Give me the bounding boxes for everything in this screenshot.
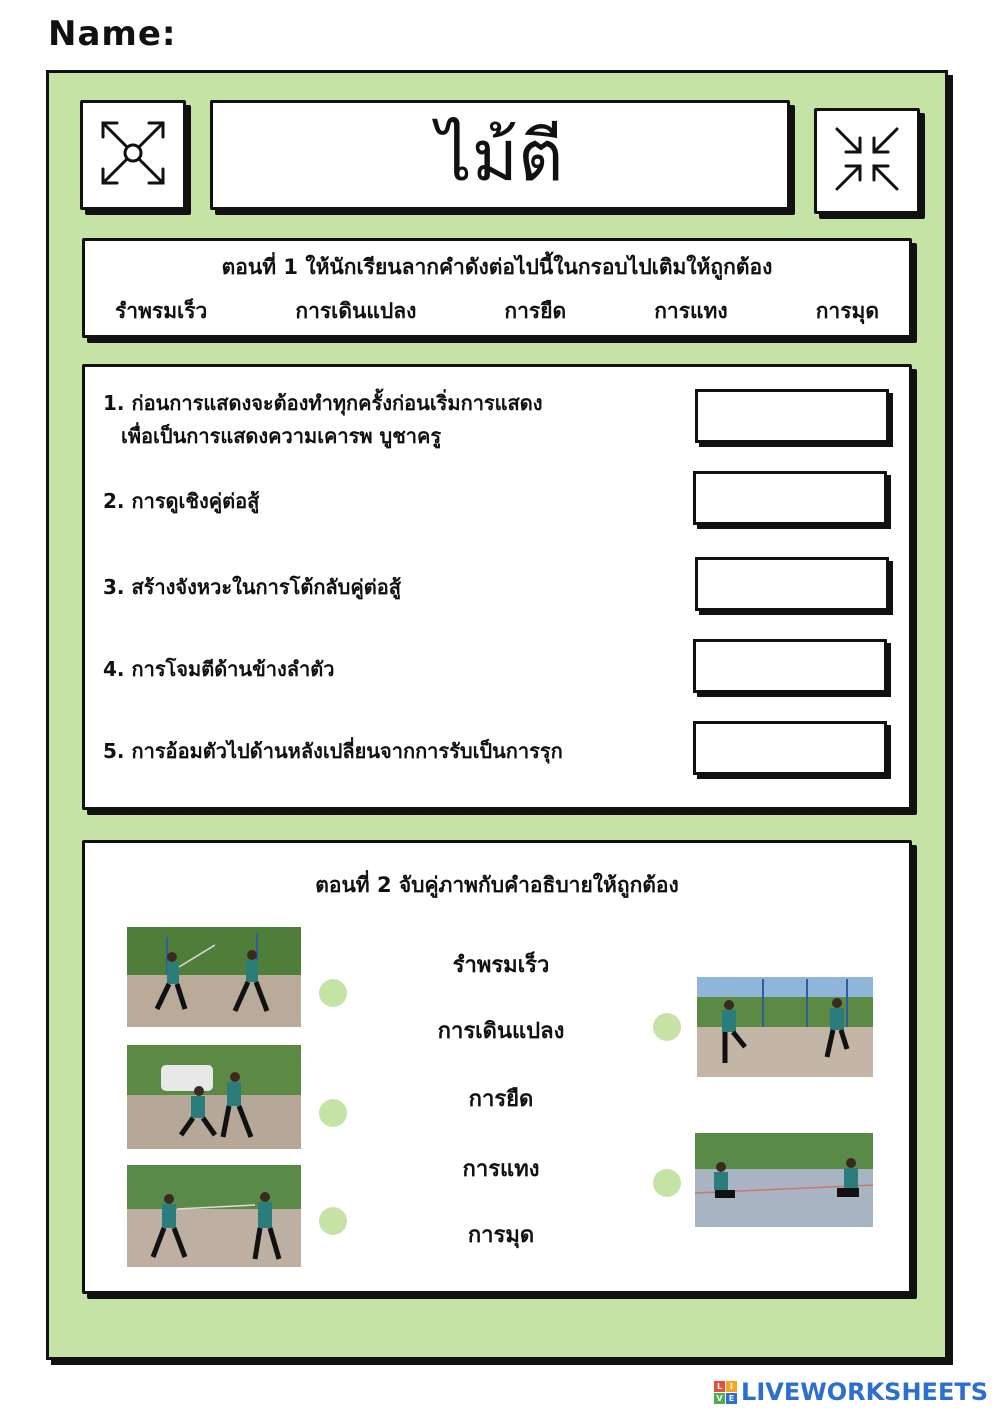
match-word-column [381,843,621,1297]
match-word: รำพรมเร็ว [452,953,550,978]
answer-box-1[interactable] [695,389,889,443]
fencing-photo-4 [697,977,873,1077]
word-bank-item[interactable]: การแทง [654,299,728,323]
word-bank-card [82,238,912,338]
title-box [210,100,790,210]
match-word: การยืด [468,1087,534,1112]
liveworksheets-brand [714,1378,988,1406]
fencing-photo-3 [127,1165,301,1267]
question-1: 1. ก่อนการแสดงจะต้องทำทุกครั้งก่อนเริ่มการแสดง เพื่อเป็นการแสดงความเคารพ บูชาครู [103,391,543,448]
answer-box-4[interactable] [693,639,887,693]
fencing-photo-5 [695,1133,873,1227]
word-bank-item[interactable]: การยืด [504,299,567,323]
matching-card [82,840,912,1294]
match-word: การมุด [467,1223,535,1248]
match-dot-left-1[interactable] [319,979,347,1007]
match-word: การแทง [462,1157,540,1182]
expand-icon-box [80,100,186,210]
match-dot-left-3[interactable] [319,1207,347,1235]
answer-box-5[interactable] [693,721,887,775]
collapse-arrows-icon [831,123,903,199]
word-bank-item[interactable]: การมุด [815,299,879,323]
match-dot-left-2[interactable] [319,1099,347,1127]
fencing-photo-2 [127,1045,301,1149]
name-label: Name: [48,14,177,54]
expand-arrows-icon [97,117,169,193]
question-4: 4. การโจมตีด้านข้างลำตัว [103,657,335,681]
match-dot-right-1[interactable] [653,1013,681,1041]
answer-box-3[interactable] [695,557,889,611]
question-3: 3. สร้างจังหวะในการโต้กลับคู่ต่อสู้ [103,575,401,599]
questions-card [82,364,912,810]
match-word: การเดินแปลง [437,1019,565,1044]
part1-instruction: ตอนที่ 1 ให้นักเรียนลากคำดังต่อไปนี้ในกรอบไปเติมให้ถูกต้อง [221,255,773,279]
word-bank [115,295,879,328]
word-bank-item[interactable]: รำพรมเร็ว [115,299,208,323]
match-dot-right-2[interactable] [653,1169,681,1197]
fencing-photo-1 [127,927,301,1027]
question-2: 2. การดูเชิงคู่ต่อสู้ [103,489,260,513]
part2-instruction: ตอนที่ 2 จับคู่ภาพกับคำอธิบายให้ถูกต้อง [315,873,679,897]
word-bank-item[interactable]: การเดินแปลง [295,299,417,323]
collapse-icon-box [814,108,920,214]
brand-name: LIVEWORKSHEETS [741,1378,988,1406]
worksheet-title: ไม้ตี [436,114,564,197]
liveworksheets-logo-icon: L I V E [714,1381,737,1404]
answer-box-2[interactable] [693,471,887,525]
question-5: 5. การอ้อมตัวไปด้านหลังเปลี่ยนจากการรับเป็นการรุก [103,739,563,763]
